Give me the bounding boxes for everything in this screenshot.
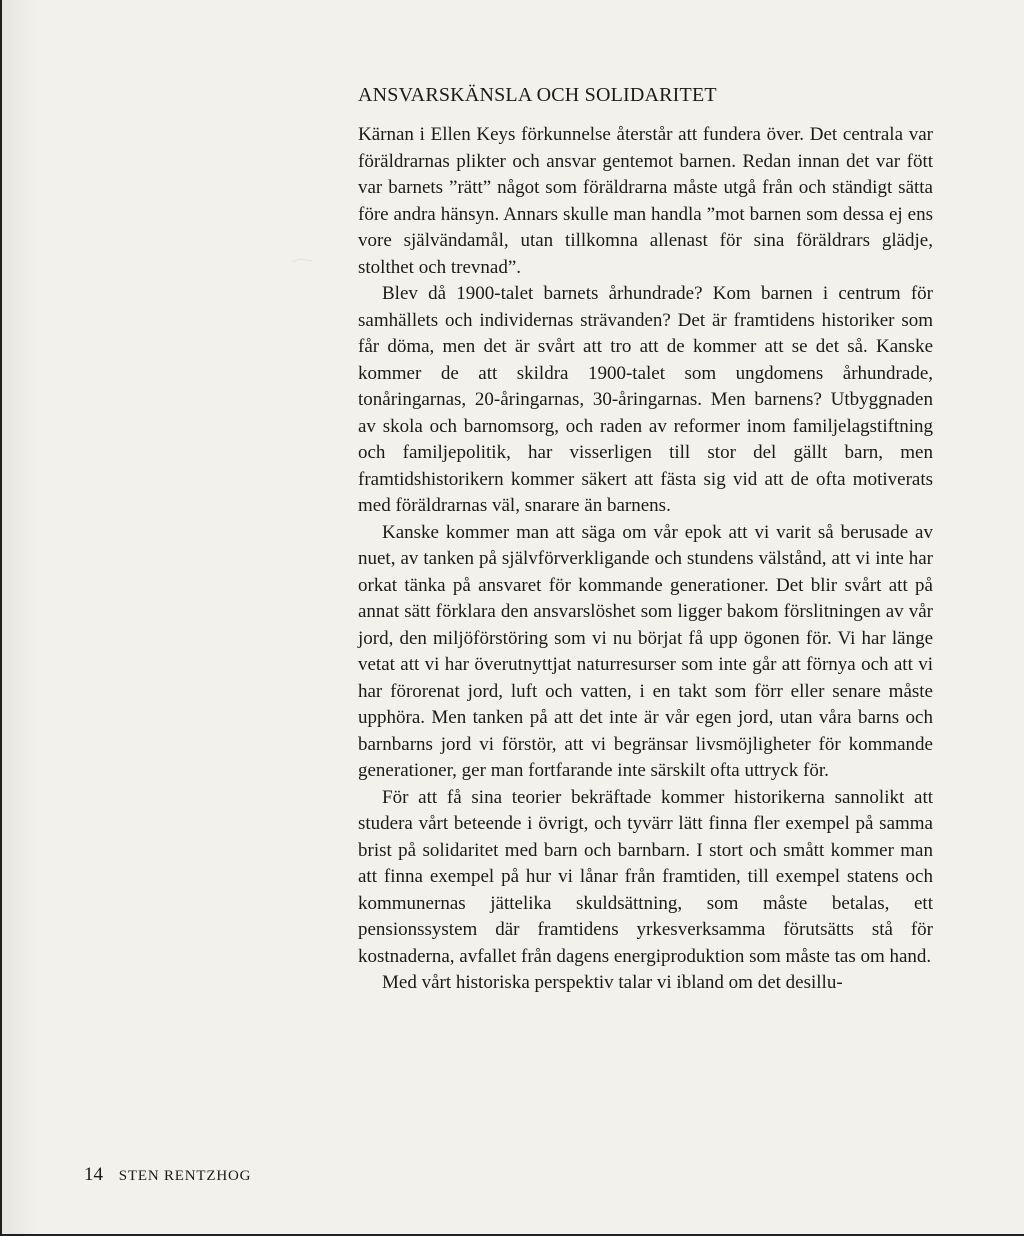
page-footer xyxy=(84,1159,384,1191)
running-head: STEN RENTZHOG xyxy=(118,1168,252,1184)
page-number: 14 xyxy=(84,1164,103,1185)
chapter-title: ANSVARSKÄNSLA OCH SOLIDARITET xyxy=(358,84,717,106)
paragraph-3: Kanske kommer man att säga om vår epok att vi varit så berusade av nuet, av tanken på självförverkligande och stundens välstånd, att vi inte har orkat tänka på ansvaret för kommande generationer. Det blir svårt att på annat sätt förklara den ansvarslöshet som ligger bakom förslitningen av vår jord, den miljöförstöring som vi nu börjat få upp ögonen för. Vi har länge vetat att vi har överutnyttjat naturresurser som inte går att förnya och att vi har förorenat jord, luft och vatten, i en takt som förr eller senare måste upphöra. Men tanken på att det inte är vår egen jord, utan våra barns och barnbarns jord vi förstör, att vi begränsar livsmöjligheter för kommande generationer, ger man fortfarande inte särskilt ofta uttryck för. xyxy=(358,521,933,781)
page-text-column xyxy=(358,80,933,997)
paragraph-5: Med vårt historiska perspektiv talar vi ibland om det desillu- xyxy=(382,972,843,993)
paragraph-2: Blev då 1900-talet barnets århundrade? Kom barnen i centrum för samhällets och individernas strävanden? Det är framtidens historiker som får döma, men det är svårt att tro att de kommer att se det så. Kanske kommer de att skildra 1900-talet som ungdomens århundrade, tonåringarnas, 20-åringarnas, 30-åringarnas. Men barnens? Utbyggnaden av skola och barnomsorg, och raden av reformer inom familjelagstiftning och familjepolitik, har visserligen till stor del gällt barn, men framtidshistorikern kommer säkert att fästa sig vid att de ofta motiverats med föräldrarnas väl, snarare än barnens. xyxy=(358,283,933,516)
page-gutter-shadow xyxy=(2,0,38,1236)
faint-scan-mark xyxy=(290,255,314,265)
paragraph-1: Kärnan i Ellen Keys förkunnelse återstår att fundera över. Det centrala var föräldrarnas plikter och ansvar gentemot barnen. Redan innan det var fött var barnets ”rätt” något som föräldrarna måste utgå från och ständigt sätta före andra hänsyn. Annars skulle man handla ”mot barnen som dessa ej ens vore självändamål, utan tillkomna allenast för sina föräldrars glädje, stolthet och trevnad”. xyxy=(358,124,933,278)
paragraph-4: För att få sina teorier bekräftade kommer historikerna sannolikt att studera vårt beteende i övrigt, och tyvärr lätt finna fler exempel på samma brist på solidaritet med barn och barnbarn. I stort och smått kommer man att finna exempel på hur vi lånar från framtiden, till exempel statens och kommunernas jättelika skuldsättning, som måste betalas, ett pensionssystem där framtidens yrkesverksamma förutsätts stå för kostnaderna, avfallet från dagens energiproduktion som måste tas om hand. xyxy=(358,786,933,967)
